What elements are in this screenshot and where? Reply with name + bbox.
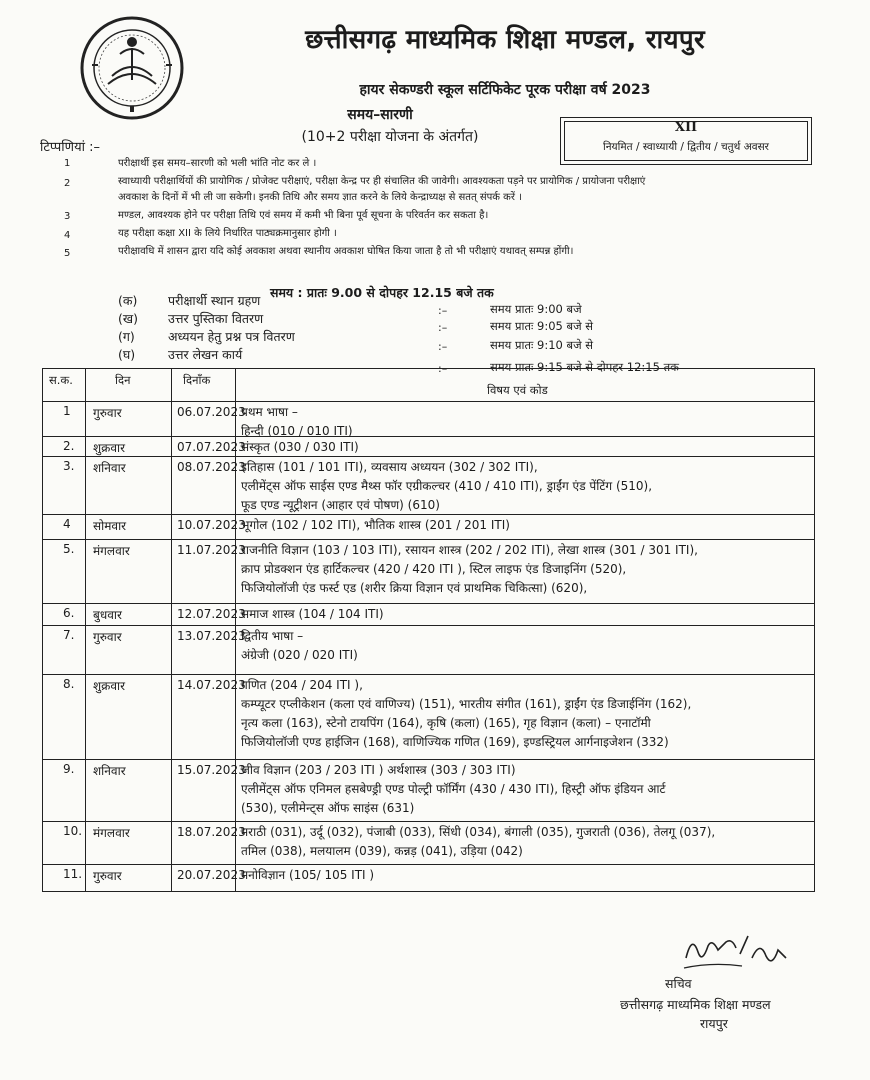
row-subject-line: एलीमेंट्स ऑफ एनिमल हसबेण्ड्री एण्ड पोल्ट्री फॉर्मिंग (430 / 430 ITI), हिस्ट्री ऑफ इंडियन आर्ट [241, 782, 666, 796]
note-number: 4 [64, 230, 71, 241]
schedule-step-mark: (ख) [118, 311, 138, 326]
row-subject-line: जीव विज्ञान (203 / 203 ITI ) अर्थशास्त्र (303 / 303 ITI) [241, 763, 516, 777]
table-row [43, 821, 814, 864]
note-text: परीक्षावधि में शासन द्वारा यदि कोई अवकाश अथवा स्थानीय अवकाश घोषित किया जाता है तो भी परीक्षाएं यथावत् सम्पन्न होंगी। [118, 246, 574, 257]
row-sno: 11. [63, 867, 83, 881]
schedule-step-time: समय प्रातः 9:15 बजे से दोपहर 12:15 तक [490, 360, 679, 374]
schedule-step-time: समय प्रातः 9:05 बजे से [490, 319, 594, 333]
row-subject-line: नृत्य कला (163), स्टेनो टायपिंग (164), कृषि (कला) (165), गृह विज्ञान (कला) – एनाटॉमी [241, 716, 651, 730]
table-row [43, 603, 814, 625]
table-row [43, 625, 814, 674]
row-sno: 3. [63, 459, 75, 473]
row-day: शुक्रवार [93, 679, 126, 693]
row-subject-line: फूड एण्ड न्यूट्रीशन (आहार एवं पोषण) (610) [241, 498, 440, 512]
row-date: 18.07.2023 [177, 825, 246, 839]
row-sno: 6. [63, 606, 75, 620]
row-subject-line: फिजियोलॉजी एण्ड हाईजिन (168), वाणिज्यिक गणित (169), इण्डस्ट्रियल आर्गनाइजेशन (332) [241, 735, 669, 749]
schedule-step-separator: :– [438, 340, 448, 353]
row-subject-line: राजनीति विज्ञान (103 / 103 ITI), रसायन शास्त्र (202 / 202 ITI), लेखा शास्त्र (301 / 301 ITI), [241, 543, 698, 557]
schedule-step-time: समय प्रातः 9:00 बजे [490, 302, 582, 316]
exam-timing: समय : प्रातः 9.00 से दोपहर 12.15 बजे तक [270, 285, 494, 300]
note-number: 2 [64, 178, 71, 189]
row-date: 07.07.2023 [177, 440, 246, 454]
row-subject-line: अंग्रेजी (020 / 020 ITI) [241, 648, 358, 662]
class-code: XII [674, 120, 698, 135]
table-row [43, 514, 814, 539]
signature-scribble [682, 928, 792, 974]
row-subject-line: कम्प्यूटर एप्लीकेशन (कला एवं वाणिज्य) (151), भारतीय संगीत (161), ड्राईंग एंड डिजाईनिंग (162), [241, 697, 692, 711]
note-number: 5 [64, 248, 71, 259]
row-subject-line: मनोविज्ञान (105/ 105 ITI ) [241, 868, 375, 882]
row-sno: 4 [63, 517, 71, 531]
row-sno: 7. [63, 628, 75, 642]
row-subject-line: हिन्दी (010 / 010 ITI) [241, 424, 353, 438]
row-day: गुरुवार [93, 406, 122, 420]
row-day: मंगलवार [93, 544, 130, 558]
note-number: 3 [64, 211, 71, 222]
schedule-step-separator: :– [438, 304, 448, 317]
row-sno: 8. [63, 677, 75, 691]
schedule-step-separator: :– [438, 321, 448, 334]
signature-city: रायपुर [700, 1016, 728, 1031]
row-subject-line: संस्कृत (030 / 030 ITI) [241, 440, 359, 454]
note-text: परीक्षार्थी इस समय–सारणी को भली भांति नोट कर ले । [118, 158, 317, 169]
row-day: मंगलवार [93, 826, 130, 840]
class-box [560, 117, 812, 165]
row-day: सोमवार [93, 519, 127, 533]
row-subject-line: गणित (204 / 204 ITI ), [241, 678, 363, 692]
schedule-step-mark: (क) [118, 293, 138, 308]
table-row [43, 436, 814, 456]
schedule-step-label: परीक्षार्थी स्थान ग्रहण [168, 293, 261, 308]
table-row [43, 759, 814, 821]
row-subject-line: भूगोल (102 / 102 ITI), भौतिक शास्त्र (201 / 201 ITI) [241, 518, 510, 532]
schedule-step-label: उत्तर लेखन कार्य [168, 347, 243, 362]
note-text: स्वाध्यायी परीक्षार्थियों की प्रायोगिक / प्रोजेक्ट परीक्षाएं, परीक्षा केन्द्र पर ही संचालित की जावेगी। आवश्यकता पड़ने पर प्रायोगिक / प्रायोजना परीक्षाएं [118, 176, 646, 187]
row-date: 08.07.2023 [177, 460, 246, 474]
row-subject-line: द्वितीय भाषा – [241, 629, 304, 643]
notes-heading: टिप्पणियां :– [40, 140, 100, 155]
row-date: 06.07.2023 [177, 405, 246, 419]
row-date: 14.07.2023 [177, 678, 246, 692]
note-text: यह परीक्षा कक्षा XII के लिये निर्धारित पाठ्यक्रमानुसार होगी । [118, 228, 337, 239]
row-subject-line: क्राप प्रोडक्शन एंड हार्टिकल्चर (420 / 420 ITI ), स्टिल लाइफ एंड डिजाइनिंग (520), [241, 562, 627, 576]
table-row [43, 674, 814, 759]
row-sno: 5. [63, 542, 75, 556]
row-sno: 9. [63, 762, 75, 776]
header-sno: स.क. [49, 373, 73, 387]
header-day: दिन [115, 373, 131, 387]
table-row [43, 401, 814, 436]
table-row [43, 539, 814, 603]
row-date: 13.07.2023 [177, 629, 246, 643]
row-day: शनिवार [93, 764, 126, 778]
note-number: 1 [64, 158, 71, 169]
row-sno: 10. [63, 824, 83, 838]
signature-org: छत्तीसगढ़ माध्यमिक शिक्षा मण्डल [620, 997, 771, 1012]
row-day: बुधवार [93, 608, 122, 622]
row-subject-line: प्रथम भाषा – [241, 405, 298, 419]
signature-role: सचिव [665, 976, 692, 991]
row-subject-line: एलीमेंट्स ऑफ साईस एण्ड मैथ्स फॉर एग्रीकल्चर (410 / 410 ITI), ड्राईंग एंड पेंटिंग (510), [241, 479, 653, 493]
row-subject-line: (530), एलीमेन्ट्स ऑफ साइंस (631) [241, 801, 415, 815]
org-title: छत्तीसगढ़ माध्यमिक शिक्षा मण्डल, रायपुर [305, 25, 705, 55]
schedule-step-label: उत्तर पुस्तिका वितरण [168, 311, 264, 326]
exam-title: हायर सेकण्डरी स्कूल सर्टिफिकेट पूरक परीक्षा वर्ष 2023 [359, 82, 651, 98]
schedule-step-mark: (घ) [118, 347, 136, 362]
row-date: 20.07.2023 [177, 868, 246, 882]
row-day: शुक्रवार [93, 441, 126, 455]
timetable-title: समय–सारणी [347, 107, 413, 123]
note-text: अवकाश के दिनों में भी ली जा सकेगी। इनकी तिथि और समय ज्ञात करने के लिये केन्द्राध्यक्ष से सतत् संपर्क करें । [118, 192, 522, 203]
row-day: गुरुवार [93, 630, 122, 644]
row-day: शनिवार [93, 461, 126, 475]
table-row [43, 864, 814, 891]
class-type: नियमित / स्वाध्यायी / द्वितीय / चतुर्थ अवसर [603, 141, 769, 153]
row-subject-line: समाज शास्त्र (104 / 104 ITI) [241, 607, 384, 621]
schedule-step-mark: (ग) [118, 329, 135, 344]
schedule-step-separator: :– [438, 362, 448, 375]
row-date: 10.07.2023 [177, 518, 246, 532]
timetable-table [42, 368, 815, 892]
row-subject-line: तमिल (038), मलयालम (039), कन्नड़ (041), उड़िया (042) [241, 844, 523, 858]
schedule-step-label: अध्ययन हेतु प्रश्न पत्र वितरण [168, 329, 295, 344]
note-text: मण्डल, आवश्यक होने पर परीक्षा तिथि एवं समय में कमी भी बिना पूर्व सूचना के परिवर्तन कर सकता है। [118, 210, 489, 221]
row-date: 11.07.2023 [177, 543, 246, 557]
row-subject-line: मराठी (031), उर्दू (032), पंजाबी (033), सिंधी (034), बंगाली (035), गुजराती (036), तेलगू (037), [241, 825, 716, 839]
table-row [43, 456, 814, 514]
row-subject-line: फिजियोलॉजी एंड फर्स्ट एड (शरीर क्रिया विज्ञान एवं प्राथमिक चिकित्सा) (620), [241, 581, 588, 595]
row-date: 15.07.2023 [177, 763, 246, 777]
scheme-subtitle: (10+2 परीक्षा योजना के अंतर्गत) [301, 129, 479, 145]
header-date: दिनाँक [183, 373, 211, 387]
header-subject: विषय एवं कोड [487, 383, 548, 397]
board-seal-logo [78, 14, 186, 122]
row-date: 12.07.2023 [177, 607, 246, 621]
row-sno: 1 [63, 404, 71, 418]
row-subject-line: इतिहास (101 / 101 ITI), व्यवसाय अध्ययन (302 / 302 ITI), [241, 460, 538, 474]
schedule-step-time: समय प्रातः 9:10 बजे से [490, 338, 594, 352]
row-sno: 2. [63, 439, 75, 453]
row-day: गुरुवार [93, 869, 122, 883]
